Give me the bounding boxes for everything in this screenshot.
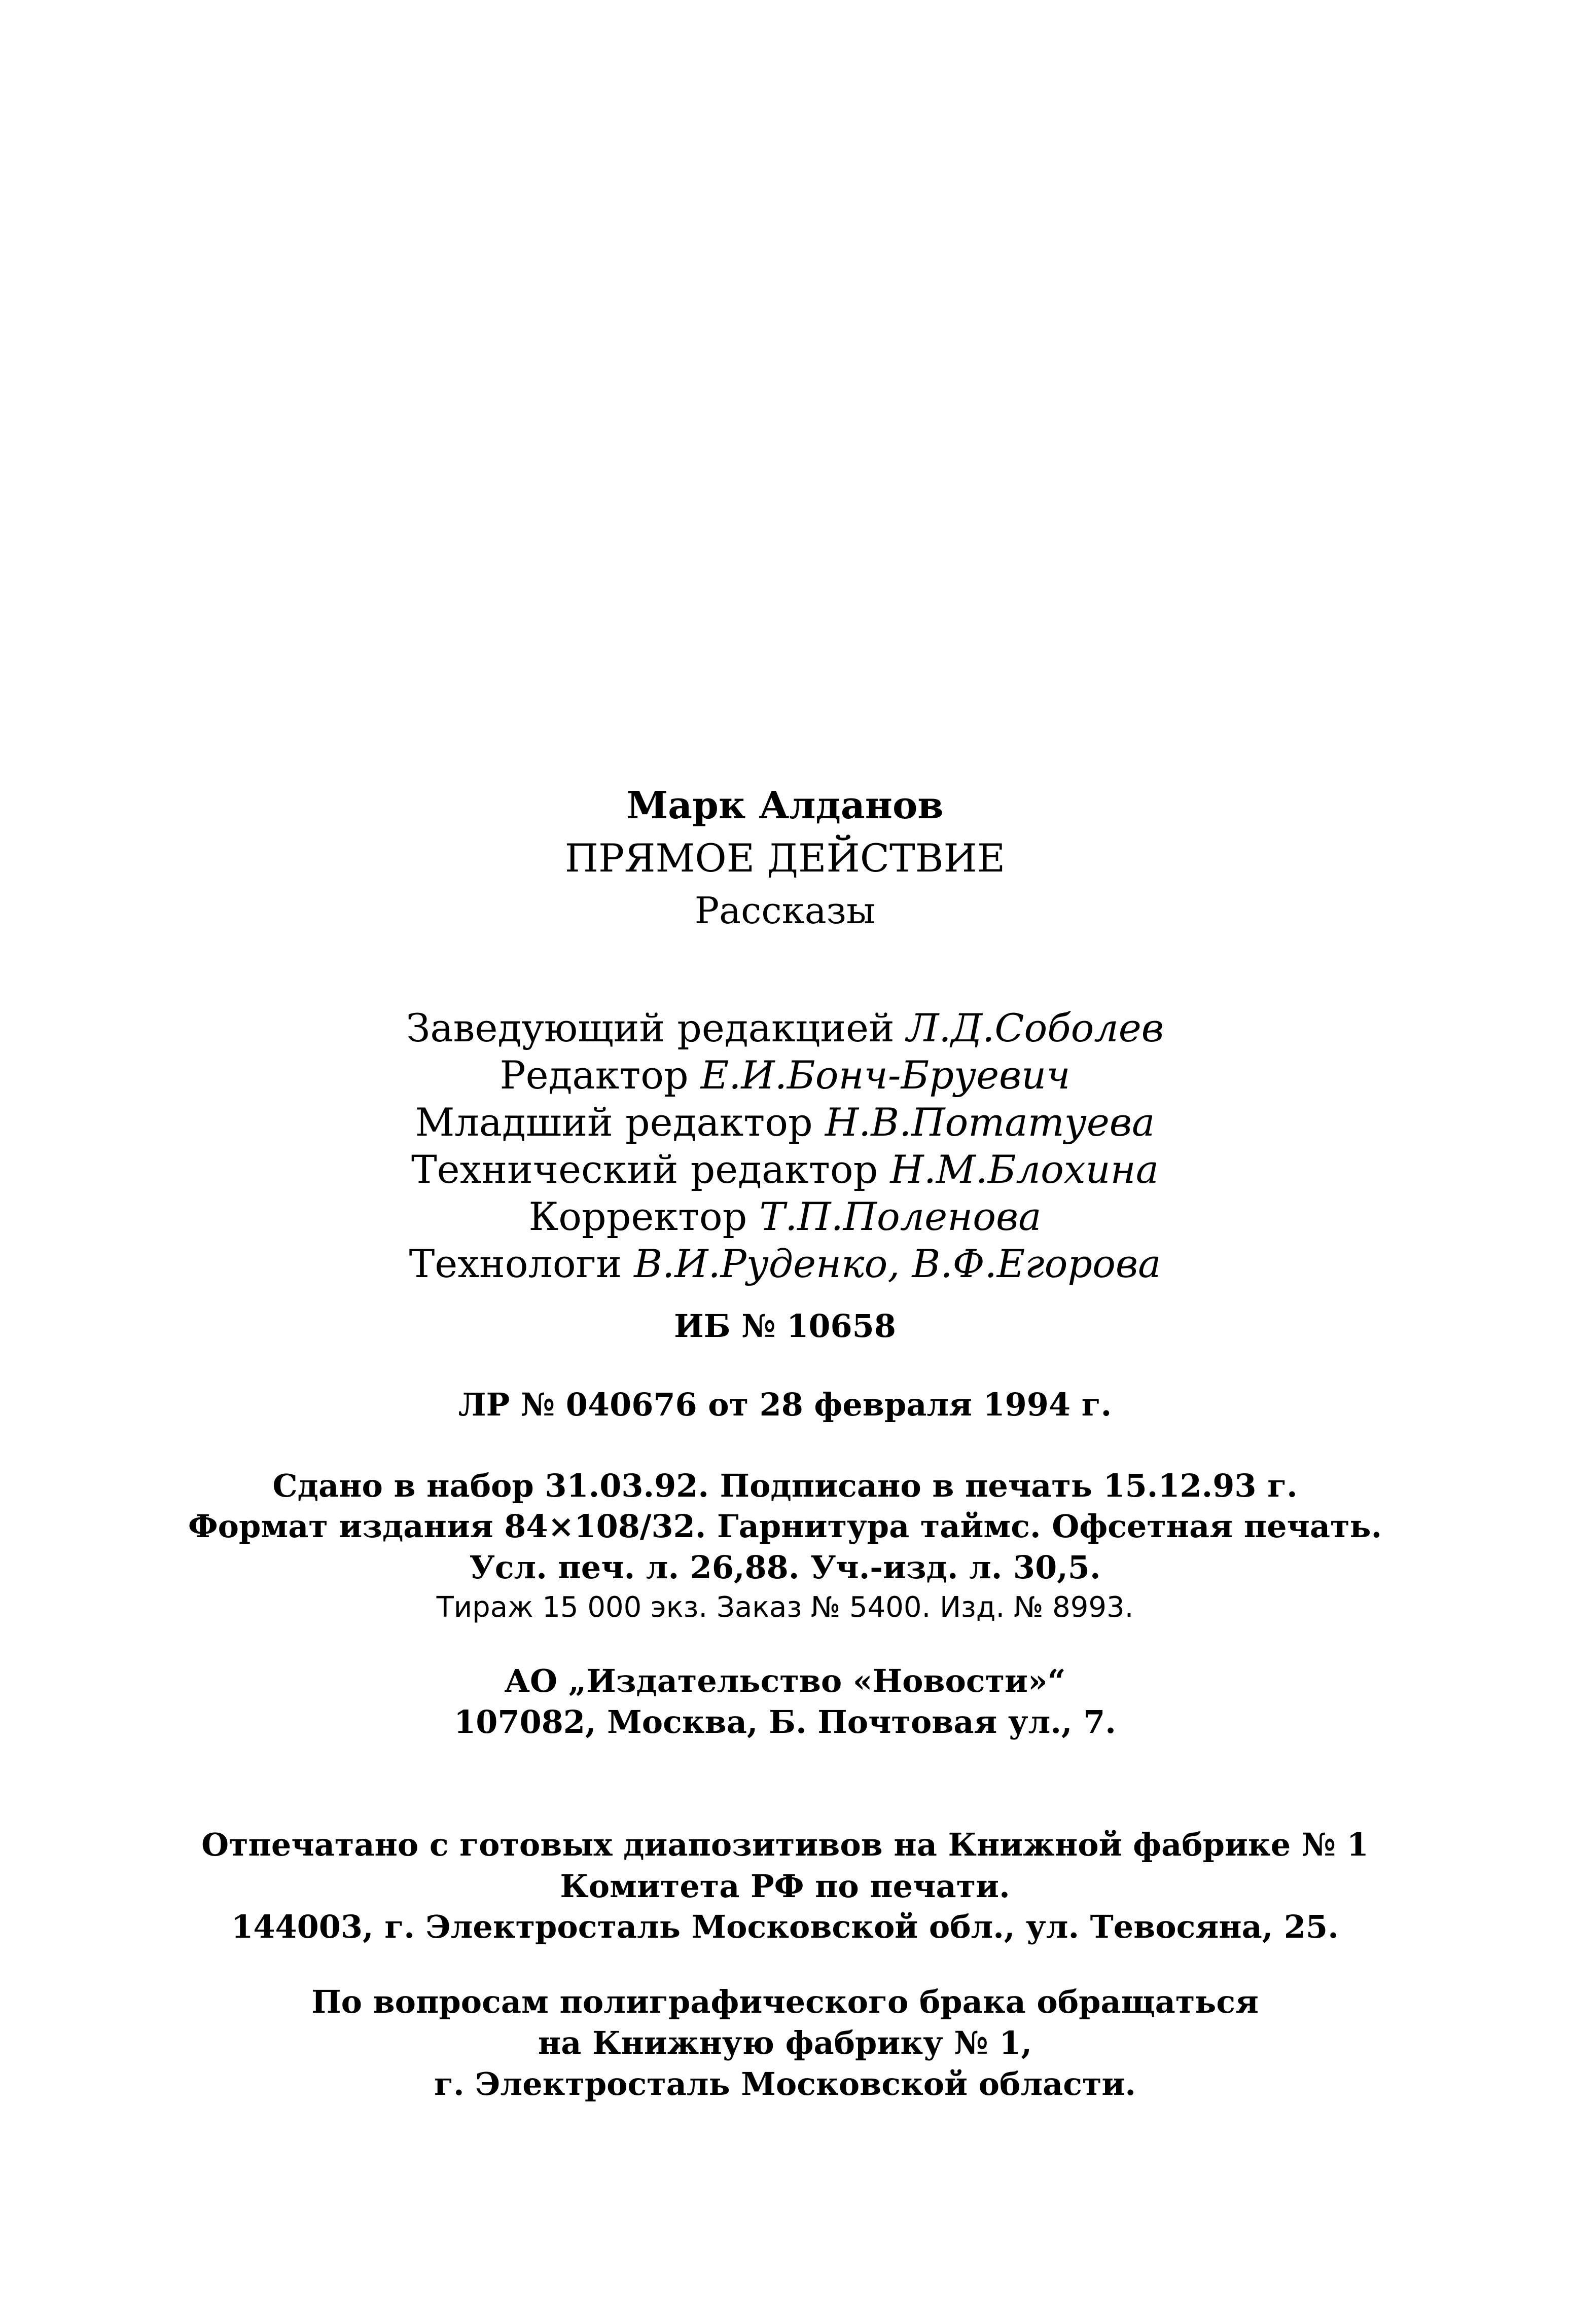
- book-author: Марк Алданов: [626, 784, 944, 827]
- staff-role: Редактор: [499, 1052, 701, 1098]
- print-run-line: Тираж 15 000 экз. Заказ № 5400. Изд. № 8993.: [436, 1591, 1134, 1624]
- staff-name: Т.П.Поленова: [759, 1194, 1042, 1239]
- print-detail-line: Сдано в набор 31.03.92. Подписано в печать 15.12.93 г.: [272, 1467, 1298, 1504]
- publisher-address: 107082, Москва, Б. Почтовая ул., 7.: [454, 1703, 1116, 1740]
- printer-line: Комитета РФ по печати.: [560, 1868, 1010, 1905]
- staff-line-editor: [0, 1052, 1570, 1098]
- staff-name: В.И.Руденко, В.Ф.Егорова: [634, 1241, 1161, 1286]
- staff-line-technical-editor: [0, 1147, 1570, 1192]
- complaints-line: г. Электросталь Московской области.: [434, 2065, 1136, 2102]
- staff-line-junior-editor: [0, 1100, 1570, 1145]
- license-line: ЛР № 040676 от 28 февраля 1994 г.: [458, 1386, 1112, 1423]
- staff-name: Л.Д.Соболев: [906, 1005, 1164, 1050]
- staff-role: Заведующий редакцией: [406, 1005, 907, 1050]
- staff-line-technologists: [0, 1241, 1570, 1286]
- printer-line: Отпечатано с готовых диапозитивов на Книжной фабрике № 1: [201, 1826, 1369, 1863]
- staff-name: Н.М.Блохина: [890, 1147, 1159, 1192]
- book-subtitle: Рассказы: [694, 889, 876, 932]
- publisher-name: АО „Издательство «Новости»“: [504, 1662, 1066, 1699]
- staff-line-proofreader: [0, 1194, 1570, 1239]
- staff-name: Е.И.Бонч-Бруевич: [700, 1052, 1071, 1098]
- staff-role: Технологи: [409, 1241, 634, 1286]
- complaints-line: По вопросам полиграфического брака обращаться: [311, 1983, 1259, 2020]
- staff-role: Корректор: [528, 1194, 760, 1239]
- staff-line-head-of-editorial: [0, 1005, 1570, 1050]
- ib-number: ИБ № 10658: [674, 1308, 896, 1345]
- printer-address: 144003, г. Электросталь Московской обл., ул. Тевосяна, 25.: [231, 1908, 1339, 1945]
- print-detail-line: Усл. печ. л. 26,88. Уч.-изд. л. 30,5.: [469, 1549, 1101, 1586]
- complaints-line: на Книжную фабрику № 1,: [538, 2024, 1032, 2061]
- book-title: ПРЯМОЕ ДЕЙСТВИЕ: [564, 836, 1006, 881]
- print-detail-line: Формат издания 84×108/32. Гарнитура таймс. Офсетная печать.: [188, 1508, 1382, 1545]
- staff-name: Н.В.Потатуева: [825, 1100, 1155, 1145]
- staff-role: Младший редактор: [415, 1100, 825, 1145]
- staff-role: Технический редактор: [411, 1147, 890, 1192]
